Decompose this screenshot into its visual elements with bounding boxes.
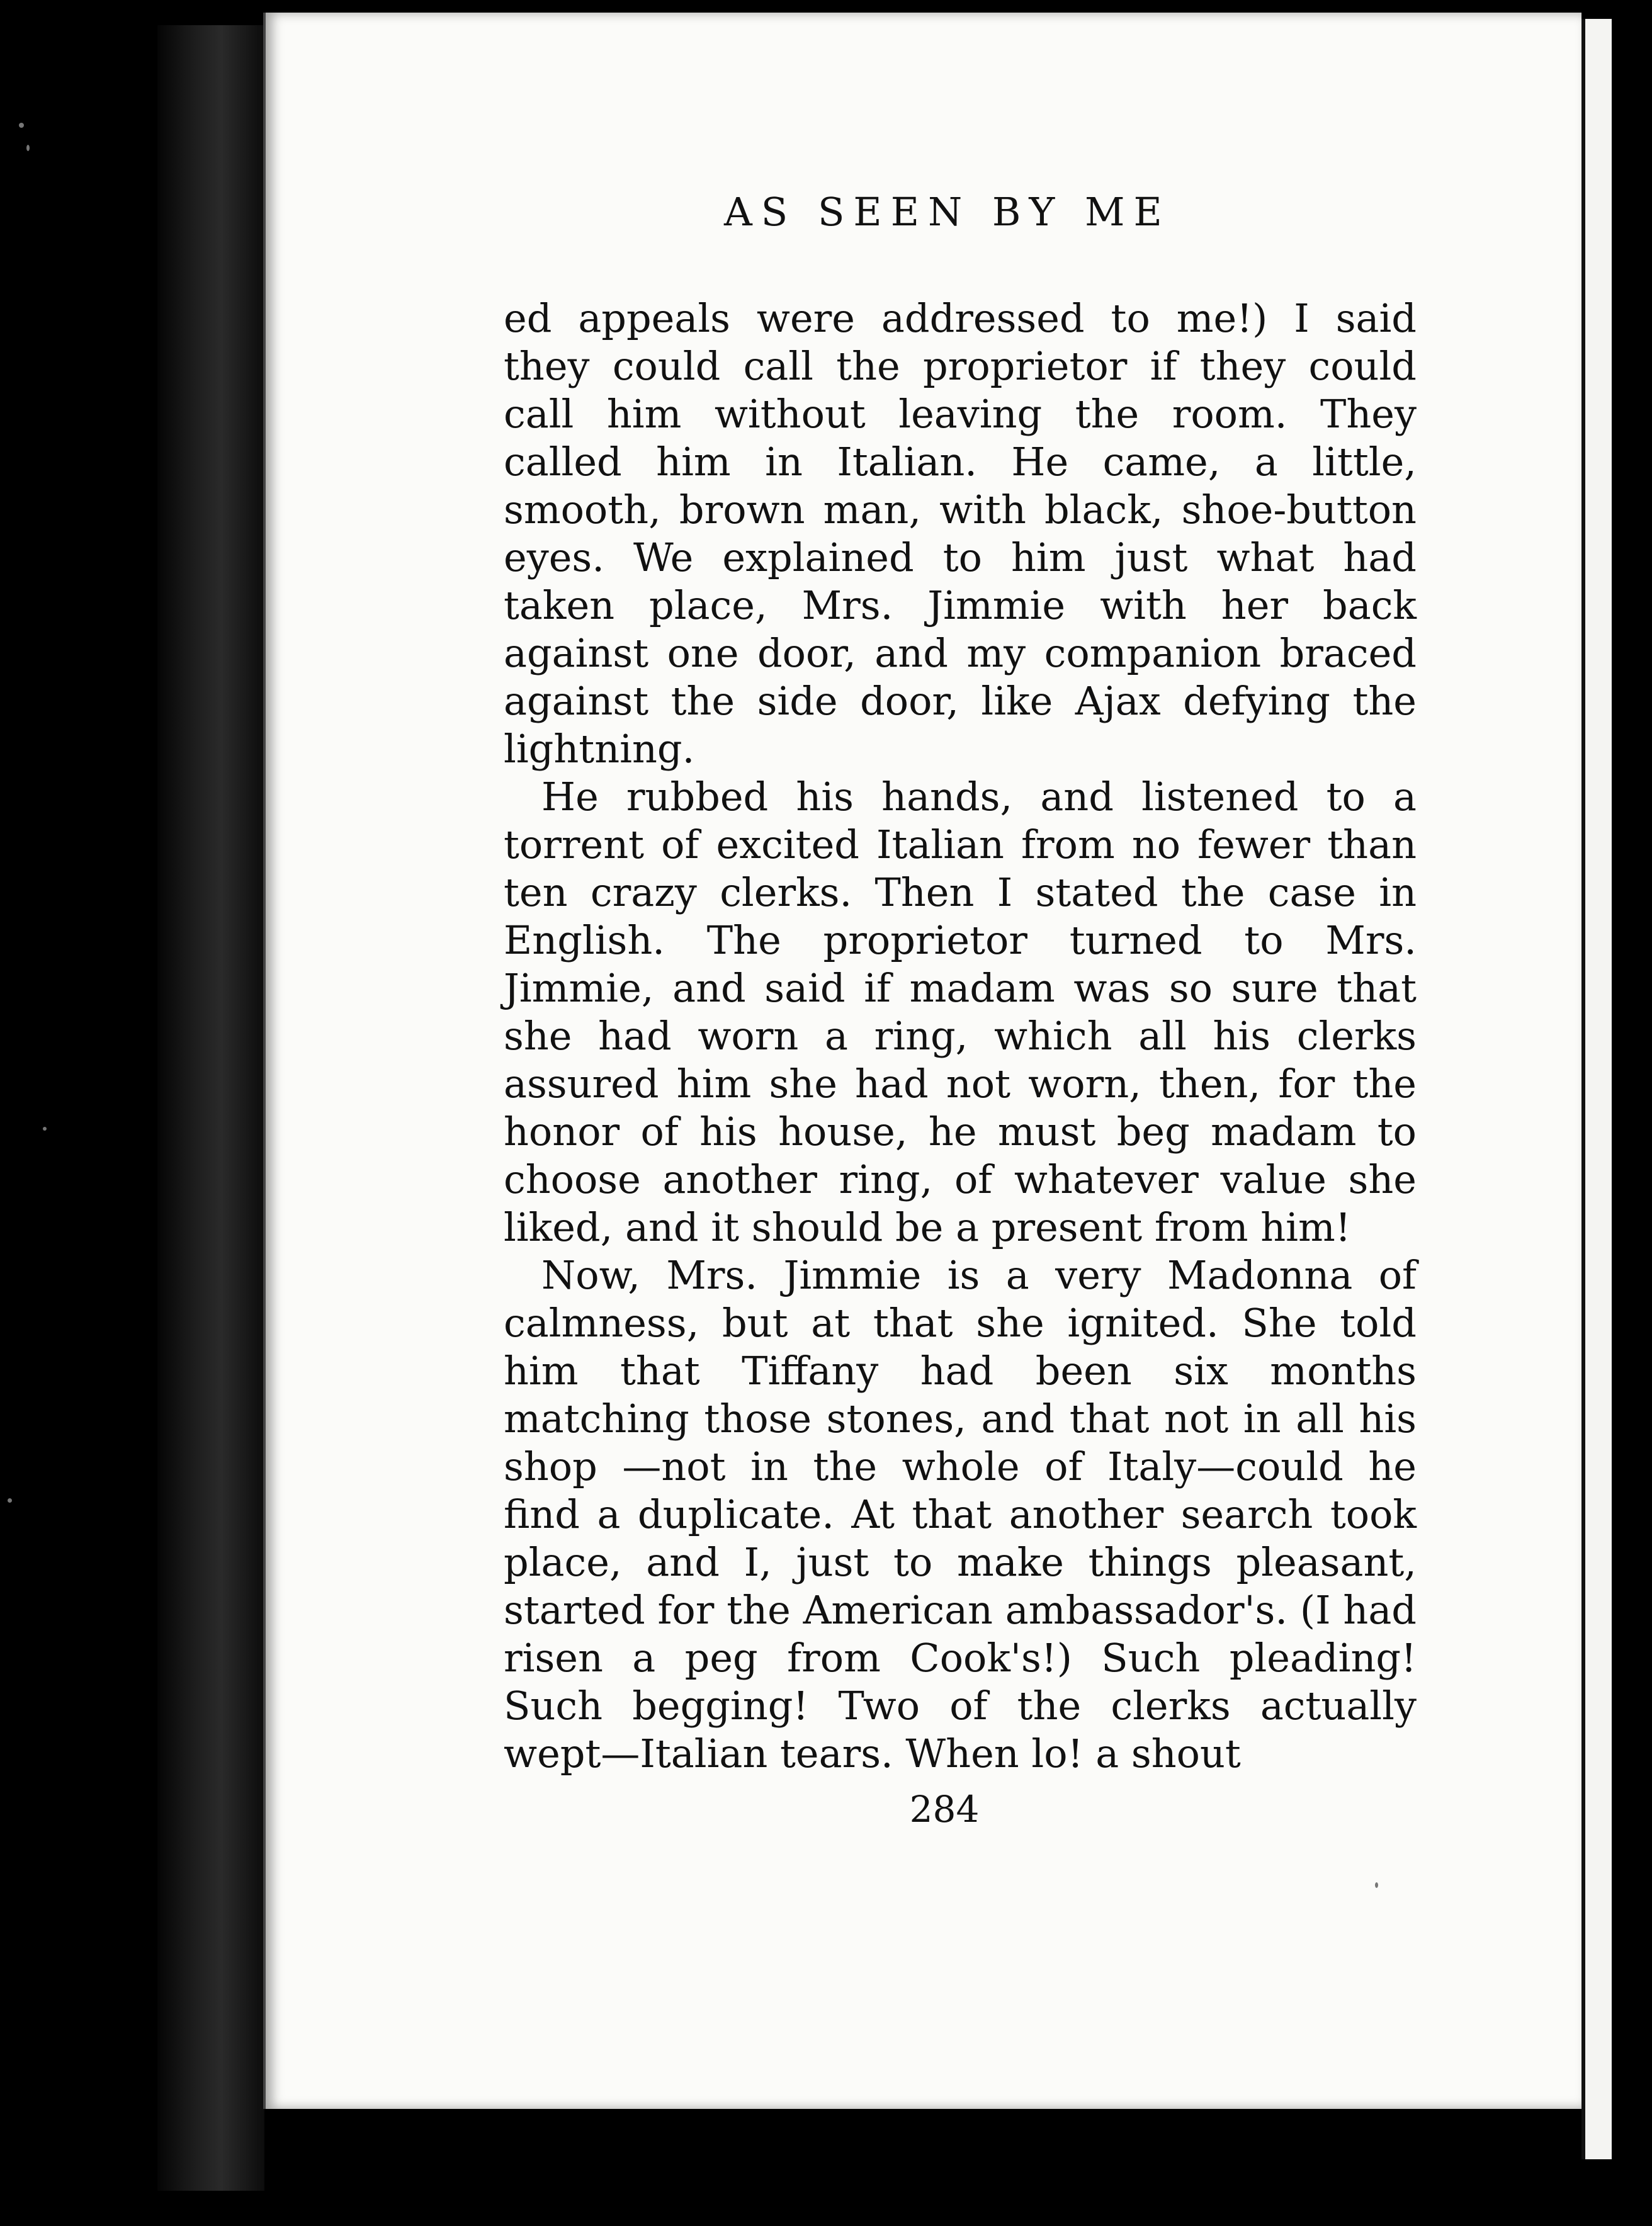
scan-speck	[8, 1498, 12, 1503]
paragraph-1: ed appeals were addressed to me!) I said they could call the proprietor if they could call him without leaving the room. They called him in Italian. He came, a little, smooth, brown man, with black, shoe-button eyes. We explained to him just what had taken place, Mrs. Jimmie with her back against one door, and my companion braced against the side door, like Ajax defying the lightning.	[504, 295, 1417, 772]
paragraph-2: He rubbed his hands, and listened to a torrent of excited Italian from no fewer than ten crazy clerks. Then I stated the case in English. The proprietor turned to Mrs. Jimmie, and said if madam was so sure that she had worn a ring, which all his clerks assured him she had not worn, then, for the honor of his house, he must beg madam to choose another ring, of whatever value she liked, and it should be a present from him!	[504, 774, 1417, 1250]
body-text	[504, 295, 1417, 1778]
scan-speck	[1375, 1882, 1378, 1888]
paragraph-3: Now, Mrs. Jimmie is a very Madonna of calmness, but at that she ignited. She told him that Tiffany had been six months matching those stones, and that not in all his shop —not in the whole of Italy—could he find a duplicate. At that another search took place, and I, just to make things pleasant, started for the American ambassador's. (I had risen a peg from Cook's!) Such pleading! Such begging! Two of the clerks actually wept—Italian tears. When lo! a shout	[504, 1252, 1417, 1777]
scan-speck	[43, 1127, 47, 1131]
book-spine	[157, 25, 264, 2191]
scan-speck	[26, 145, 30, 151]
facing-page-edge	[1581, 19, 1612, 2159]
scan-speck	[19, 123, 24, 128]
running-head: AS SEEN BY ME	[724, 189, 1171, 235]
page-number: 284	[909, 1788, 980, 1831]
